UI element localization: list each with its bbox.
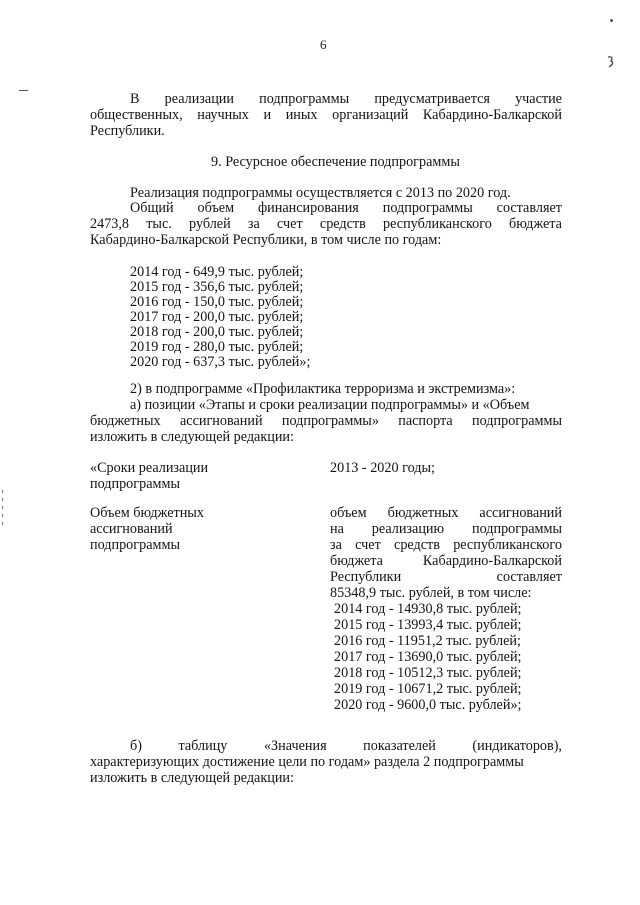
word: бюджета	[509, 216, 562, 232]
item-2a-line-1: а) позиции «Этапы и сроки реализации подпрограммы» и «Объем	[130, 397, 530, 413]
page-number: 6	[320, 37, 327, 52]
word: за	[330, 537, 342, 553]
word: Кабардино-Балкарской	[422, 553, 562, 569]
item-b-line-2: характеризующих достижение цели по годам» раздела 2 подпрограммы	[90, 754, 524, 770]
word: 2473,8	[90, 216, 130, 232]
passport-year-line: 2015 год - 13993,4 тыс. рублей;	[334, 617, 522, 633]
year-line: 2016 год - 150,0 тыс. рублей;	[130, 294, 304, 310]
word: показателей	[363, 738, 436, 754]
word: республиканского	[383, 216, 492, 232]
word: ассигнований	[479, 505, 562, 521]
word: «Значения	[263, 738, 327, 754]
word: составляет	[496, 200, 562, 216]
word: (индикаторов),	[472, 738, 562, 754]
year-line: 2019 год - 280,0 тыс. рублей;	[130, 339, 304, 355]
volume-value-line-4	[330, 554, 562, 569]
word: ассигнований	[179, 413, 263, 429]
volume-label-line-2: ассигнований	[90, 521, 173, 537]
word: подпрограммы	[259, 91, 350, 107]
scan-mark-left-dash	[19, 90, 28, 91]
resources-line-2	[90, 217, 562, 232]
word: организаций	[332, 107, 409, 123]
word: реализацию	[371, 521, 445, 537]
resources-line-1	[130, 201, 562, 216]
word: Кабардино-Балкарской	[422, 107, 562, 123]
resources-line-3: Кабардино-Балкарской Республики, в том числе по годам:	[90, 232, 442, 248]
word: предусматривается	[374, 91, 490, 107]
word: финансирования	[257, 200, 359, 216]
word: тыс.	[146, 216, 172, 232]
resources-period: Реализация подпрограммы осуществляется с 2013 по 2020 год.	[130, 185, 511, 201]
word: общественных,	[90, 107, 183, 123]
section-title: 9. Ресурсное обеспечение подпрограммы	[211, 154, 460, 170]
item-2a-line-2	[90, 414, 562, 429]
word: объем	[197, 200, 235, 216]
word: счет	[355, 537, 381, 553]
item-2-title: 2) в подпрограмме «Профилактика терроризма и экстремизма»:	[130, 381, 516, 397]
word: бюджета	[330, 553, 383, 569]
word: подпрограммы	[382, 200, 473, 216]
passport-year-line: 2016 год - 11951,2 тыс. рублей;	[334, 633, 521, 649]
word: составляет	[496, 569, 562, 585]
volume-value-line-1	[330, 506, 562, 521]
word: счет	[277, 216, 303, 232]
intro-line-2	[90, 108, 562, 123]
word: научных	[197, 107, 249, 123]
volume-value-line-3	[330, 538, 562, 553]
word: рублей	[189, 216, 231, 232]
passport-year-line: 2017 год - 13690,0 тыс. рублей;	[334, 649, 522, 665]
word: В	[130, 91, 140, 107]
word: на	[330, 521, 344, 537]
scan-mark-top-right	[610, 19, 613, 22]
word: за	[247, 216, 260, 232]
terms-label-line-1: «Сроки реализации	[90, 460, 209, 476]
word: подпрограммы	[472, 413, 562, 429]
word: б)	[130, 738, 142, 754]
passport-year-line: 2014 год - 14930,8 тыс. рублей;	[334, 601, 522, 617]
word: объем	[330, 505, 367, 521]
scan-mark-right-scribble	[606, 54, 616, 70]
item-b-line-1	[130, 739, 562, 754]
passport-year-line: 2018 год - 10512,3 тыс. рублей;	[334, 665, 522, 681]
year-line: 2020 год - 637,3 тыс. рублей»;	[130, 354, 311, 370]
intro-line-3: Республики.	[90, 123, 165, 139]
word: Республики	[330, 569, 402, 585]
word: участие	[515, 91, 562, 107]
year-line: 2015 год - 356,6 тыс. рублей;	[130, 279, 304, 295]
terms-value: 2013 - 2020 годы;	[330, 460, 435, 476]
word: бюджетных	[387, 505, 459, 521]
word: подпрограммы»	[281, 413, 379, 429]
word: таблицу	[178, 738, 228, 754]
intro-line-1	[130, 92, 562, 107]
year-line: 2014 год - 649,9 тыс. рублей;	[130, 264, 304, 280]
word: республиканского	[453, 537, 562, 553]
volume-label-line-3: подпрограммы	[90, 537, 180, 553]
terms-label-line-2: подпрограммы	[90, 476, 180, 492]
word: Общий	[130, 200, 174, 216]
item-b-line-3: изложить в следующей редакции:	[90, 770, 294, 786]
volume-label-line-1: Объем бюджетных	[90, 505, 204, 521]
item-2a-line-3: изложить в следующей редакции:	[90, 429, 294, 445]
year-line: 2018 год - 200,0 тыс. рублей;	[130, 324, 304, 340]
word: иных	[285, 107, 318, 123]
word: и	[263, 107, 272, 123]
word: средств	[394, 537, 440, 553]
passport-year-line: 2020 год - 9600,0 тыс. рублей»;	[334, 697, 522, 713]
passport-year-line: 2019 год - 10671,2 тыс. рублей;	[334, 681, 522, 697]
scan-mark-left-dots	[2, 490, 3, 530]
volume-value-line-2	[330, 522, 562, 537]
word: реализации	[164, 91, 234, 107]
word: средств	[319, 216, 366, 232]
year-line: 2017 год - 200,0 тыс. рублей;	[130, 309, 304, 325]
volume-value-line-6: 85348,9 тыс. рублей, в том числе:	[330, 585, 532, 601]
word: паспорта	[398, 413, 453, 429]
word: подпрограммы	[472, 521, 562, 537]
word: бюджетных	[90, 413, 161, 429]
volume-value-line-5	[330, 570, 562, 585]
